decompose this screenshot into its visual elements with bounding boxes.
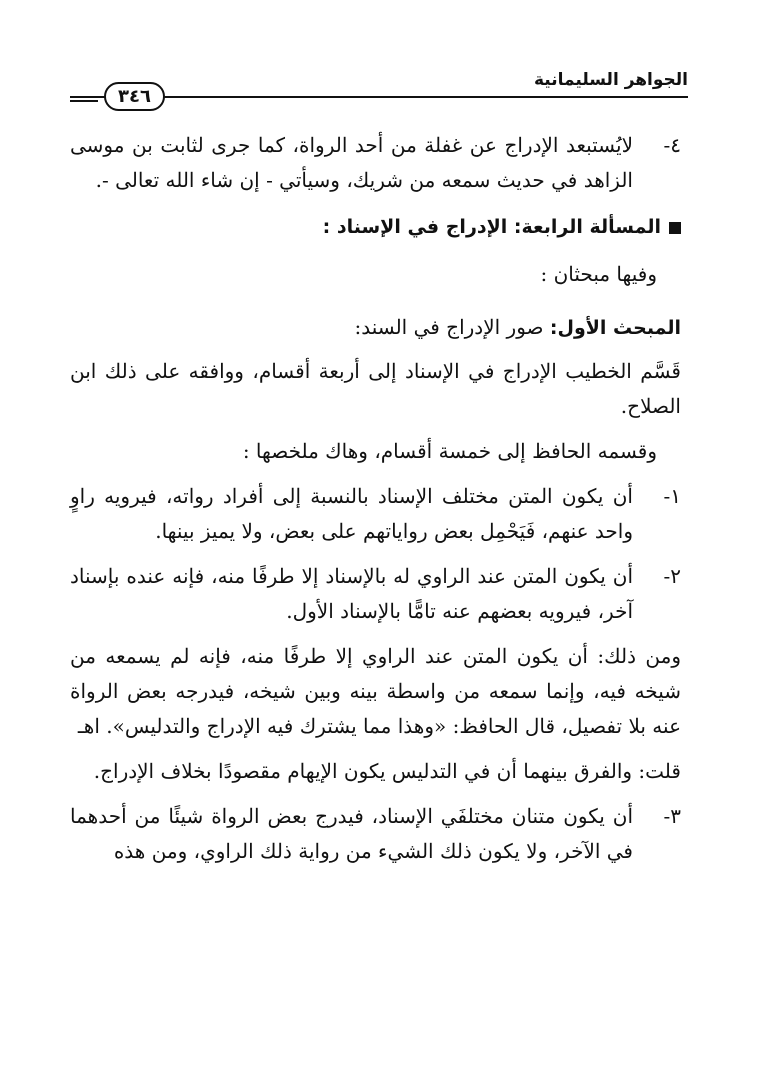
paragraph-qultu: قلت: والفرق بينهما أن في التدليس يكون الإيهام مقصودًا بخلاف الإدراج. [93,759,681,783]
subsection-heading [70,310,681,346]
page-body [70,128,681,879]
list-item [70,559,681,629]
section-intro: وفيها مبحثان : [540,262,657,286]
header-rule-short [70,100,98,102]
section-heading [70,210,681,245]
list-item-3 [70,799,681,869]
subsection-lead: المبحث الأول: [549,317,681,339]
paragraph-hafiz: وقسمه الحافظ إلى خمسة أقسام، وهاك ملخصها : [242,439,657,463]
subsection-title: صور الإدراج في السند: [354,315,544,339]
item-text: لايُستبعد الإدراج عن غفلة من أحد الرواة، كما جرى لثابت بن موسى الزاهد في حديث سمعه من شريك، وسيأتي - إن شاء الله تعالى -. [70,133,633,192]
item-number: ١- [663,484,681,508]
item-text: أن يكون متنان مختلفَي الإسناد، فيدرج بعض الرواة شيئًا من أحدهما في الآخر، ولا يكون ذلك الشيء من رواية ذلك الراوي، ومن هذه [70,804,633,863]
paragraph-min-dhalik: ومن ذلك: أن يكون المتن عند الراوي إلا طرفًا منه، فإنه لم يسمعه من شيخه فيه، وإنما سمعه من واسطة بينه وبين شيخه، فيدرجه بعض الرواة عنه بلا تفصيل، قال الحافظ: «وهذا مما يشترك فيه الإدراج والتدليس». اهـ [70,644,682,738]
book-title: الجواهر السليمانية [533,70,688,90]
square-bullet-icon [669,222,681,234]
item-number: ٣- [663,804,681,828]
item-number: ٢- [663,564,681,588]
item-number: ٤- [663,133,681,157]
item-text: أن يكون المتن عند الراوي له بالإسناد إلا طرفًا منه، فإنه عنده بإسناد آخر، فيرويه بعضهم عنه تامًّا بالإسناد الأول. [70,564,633,623]
paragraph-khatib: قَسَّم الخطيب الإدراج في الإسناد إلى أربعة أقسام، ووافقه على ذلك ابن الصلاح. [70,359,681,418]
section-title: المسألة الرابعة: الإدراج في الإسناد : [322,216,661,238]
page-number: ٣٤٦ [104,82,165,111]
list-item-4 [70,128,681,198]
item-text: أن يكون المتن مختلف الإسناد بالنسبة إلى أفراد رواته، فيرويه راوٍ واحد عنهم، فَيَحْمِل بعض رواياتهم على بعض، ولا يميز بينها. [70,484,633,543]
page-header [70,64,688,114]
list-item [70,479,681,549]
